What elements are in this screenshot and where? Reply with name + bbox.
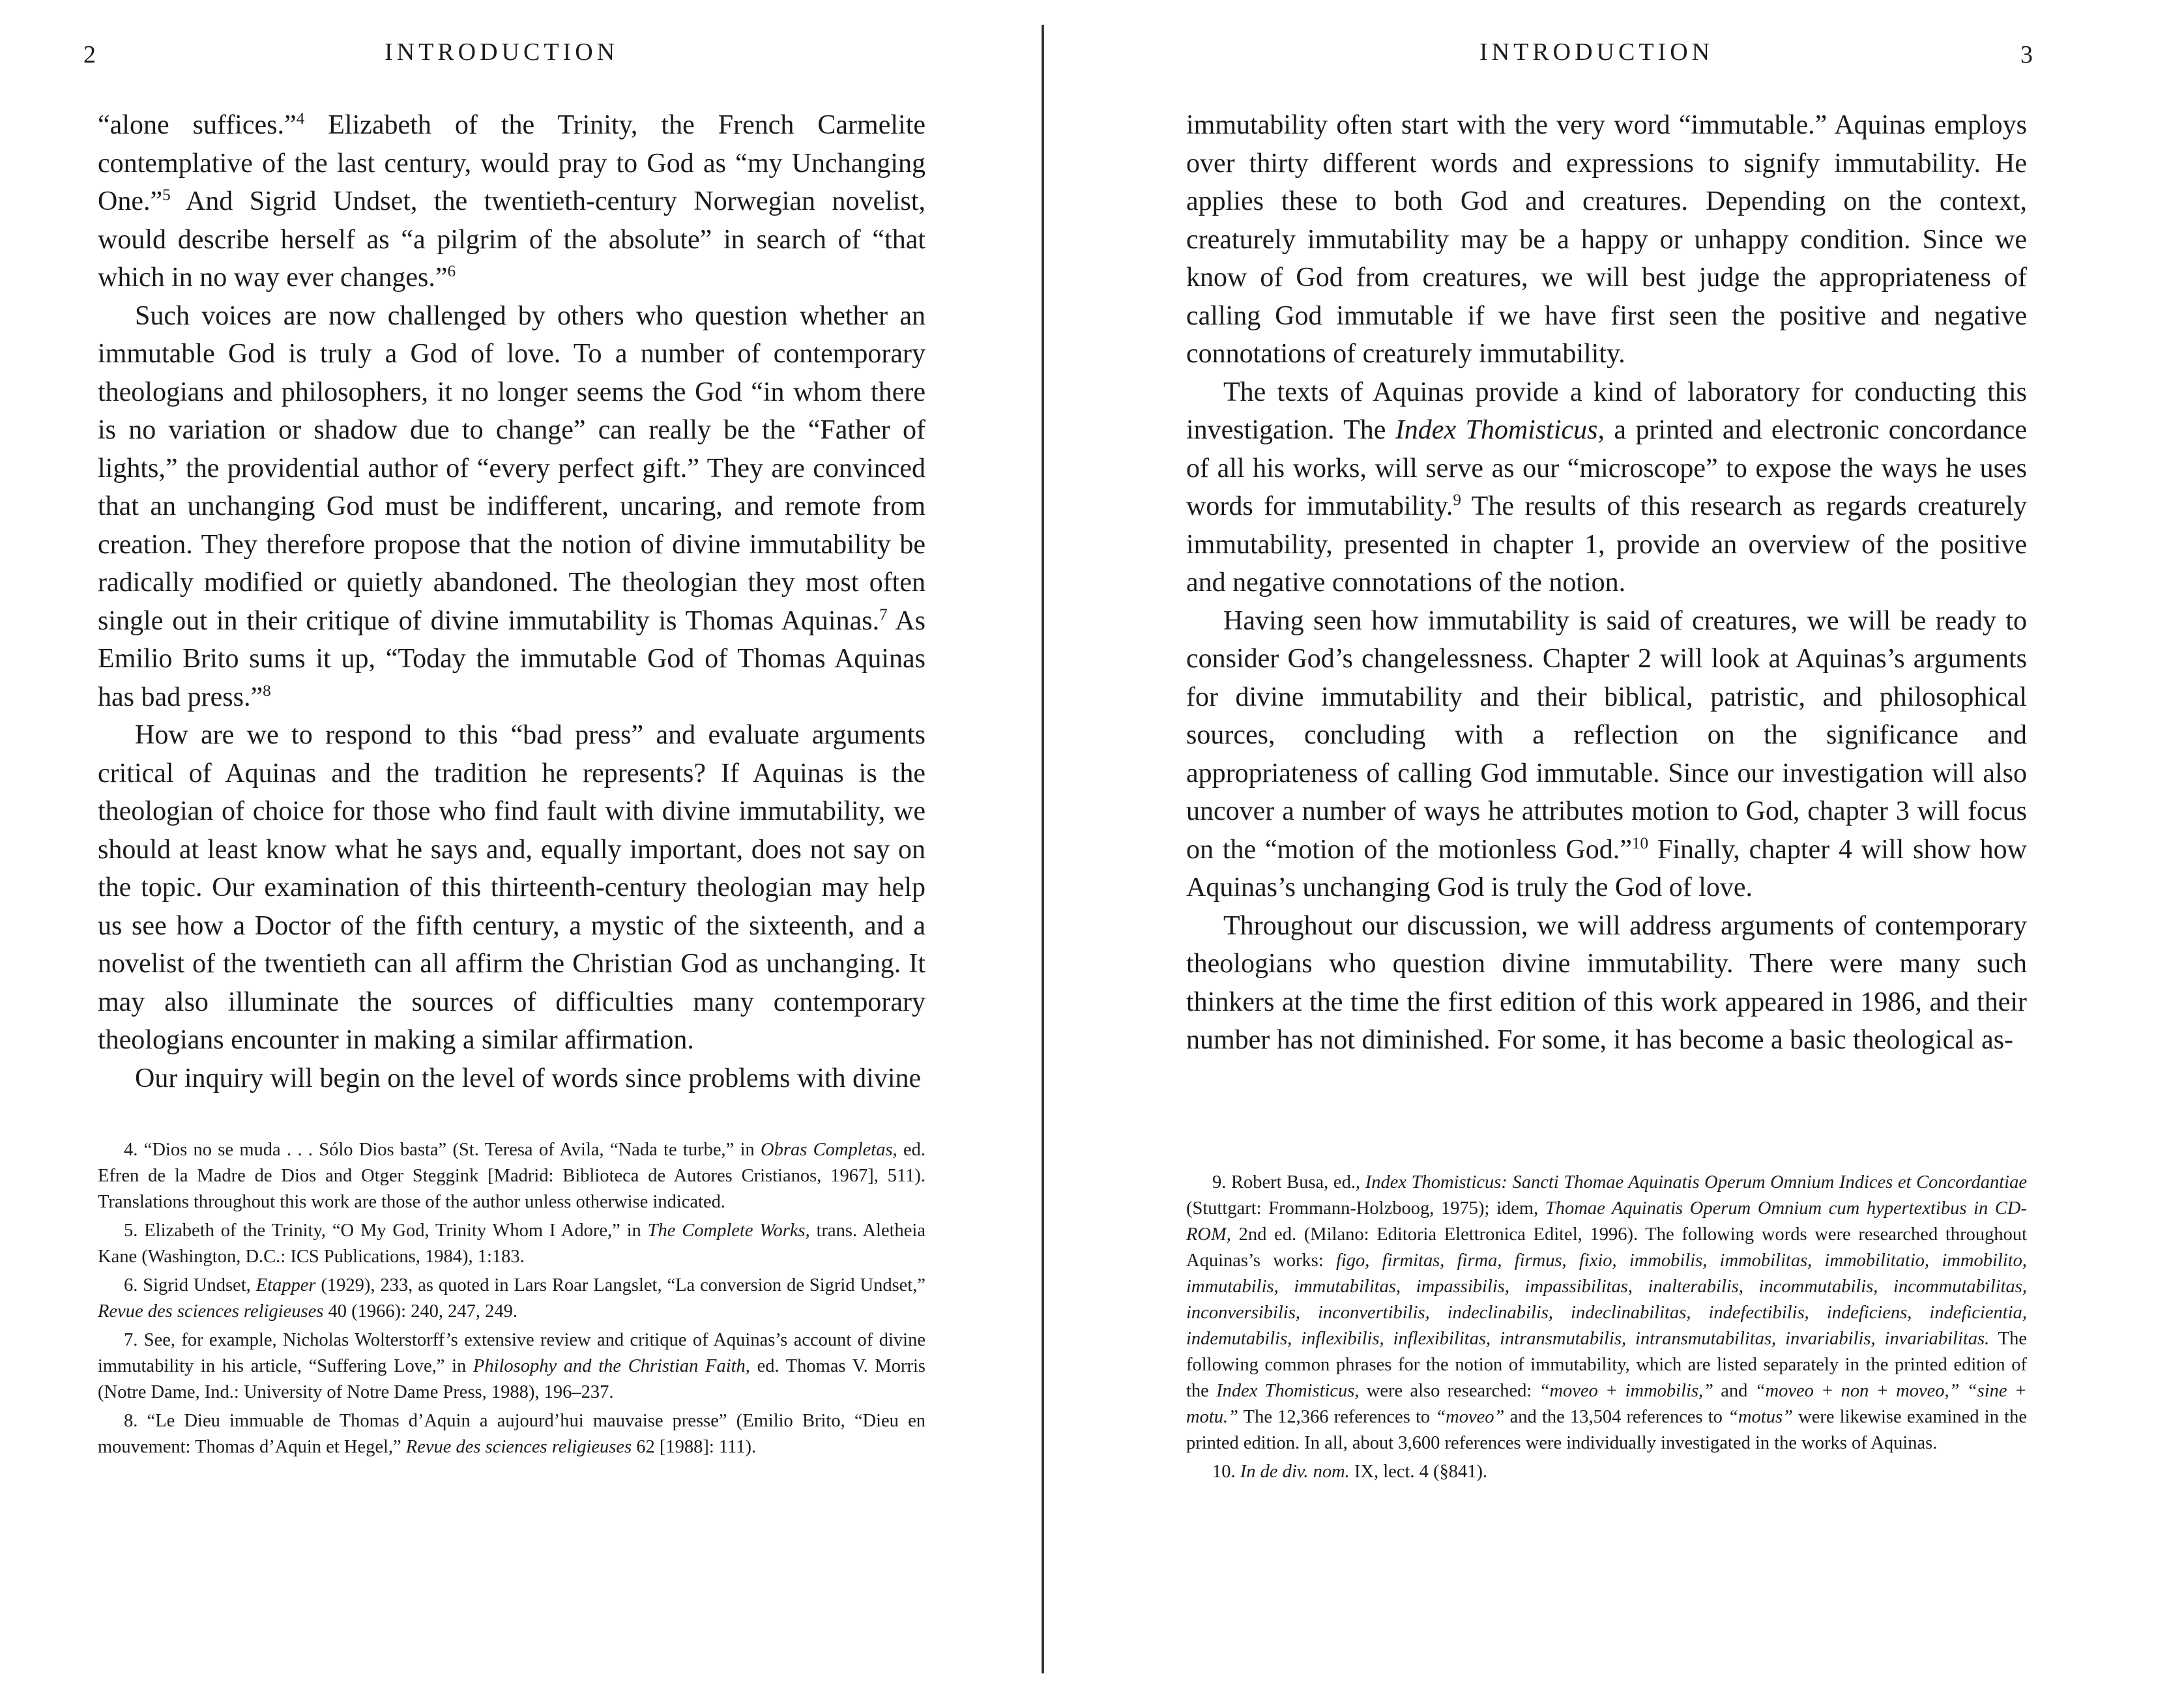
text-run: Elizabeth of the Trinity, the French Carmelite contemplative of the last century, would pray to God as “my Unchanging One.” xyxy=(98,110,926,216)
footnotes-right xyxy=(1186,1170,2027,1488)
text-run: IX, lect. 4 (§841). xyxy=(1349,1462,1488,1482)
page-number-left: 2 xyxy=(83,41,96,68)
footnote-ref: 7 xyxy=(879,605,888,624)
footnotes-left xyxy=(98,1137,925,1463)
text-run: The 12,366 references to xyxy=(1238,1407,1436,1427)
italic-text: Index Thomisticus, xyxy=(1216,1381,1360,1401)
italic-text: Index Thomisticus: Sancti Thomae Aquinatis Operum Omnium Indices et Concordantiae xyxy=(1365,1172,2027,1193)
footnote-ref: 6 xyxy=(447,263,456,280)
text-run: were also researched: xyxy=(1359,1381,1539,1401)
footnote-number: 6. xyxy=(124,1275,138,1295)
text-run: Our inquiry will begin on the level of words since problems with divine xyxy=(135,1063,922,1093)
text-run: (1929), 233, as quoted in Lars Roar Langslet, “La conversion de Sigrid Undset,” xyxy=(315,1275,926,1295)
text-run: a printed and electronic concordance of all his works, will serve as our “microscope” to expose the ways he uses words for immutability. xyxy=(1186,415,2028,521)
text-run: “alone suffices.” xyxy=(98,110,297,140)
text-run: Such voices are now challenged by others who question whether an immutable God is truly a God of love. To a number of contemporary theologians and philosophers, it no longer seems the God “in whom there is no variation or shadow due to change” can really be the “Father of lights,” the providential author of “every perfect gift.” They are convinced that an unchanging God must be indifferent, uncaring, and remote from creation. They therefore propose that the notion of divine immutability be radically modified or quietly abandoned. The theologian they most often single out in their critique of divine immutability is Thomas Aquinas. xyxy=(98,300,925,636)
text-run: The following common phrases for the notion of immutability, which are listed separately in the printed edition of the xyxy=(1186,1329,2027,1401)
body-paragraph xyxy=(98,297,925,717)
footnote xyxy=(98,1218,925,1270)
text-run: trans. Aletheia Kane (Washington, D.C.: ICS Publications, 1984), 1:183. xyxy=(98,1221,925,1267)
italic-text: Obras Completas, xyxy=(761,1140,897,1160)
body-paragraph xyxy=(1186,106,2027,373)
footnote-ref: 4 xyxy=(296,110,305,128)
body-paragraph xyxy=(98,716,925,1060)
footnote-number: 7. xyxy=(124,1330,138,1350)
italic-text: Etapper xyxy=(255,1275,316,1295)
footnote-number: 8. xyxy=(124,1411,138,1431)
footnote-ref: 8 xyxy=(263,682,271,700)
italic-text: figo, firmitas, firma, firmus, fixio, immobilis, immobilitas, immobilitatio, immobilito, immutabilis, immutabilitas, impassibilis, impassibilitas, inalterabilis, incommutabilis, incommutabilitas, inconversibilis, inconvertibilis, indeclinabilis, indeclinabilitas, indefectibilis, indeficiens, indeficientia, indemutabilis, inflexibilis, inflexibilitas, intransmutabilis, intransmutabilitas, invariabilis, invariabilitas. xyxy=(1186,1251,2027,1349)
footnote xyxy=(98,1327,925,1406)
italic-text: “moveo + immobilis,” xyxy=(1539,1381,1713,1401)
body-text-left xyxy=(98,106,925,1097)
running-head-left: INTRODUCTION xyxy=(385,38,619,66)
footnote-number: 5. xyxy=(124,1221,138,1241)
text-run: As Emilio Brito sums it up, “Today the immutable God of Thomas Aquinas has bad press.” xyxy=(98,605,925,712)
text-run: Throughout our discussion, we will address arguments of contemporary theologians who question divine immutability. There were many such thinkers at the time the first edition of this work appeared in 1986, and their number has not diminished. For some, it has become a basic theological as- xyxy=(1186,910,2027,1055)
italic-text: Index Thomisticus, xyxy=(1395,415,1605,445)
text-run: and xyxy=(1713,1381,1755,1401)
body-text-right xyxy=(1186,106,2027,1060)
footnote-number: 4. xyxy=(124,1140,138,1160)
text-run: Having seen how immutability is said of creatures, we will be ready to consider God’s changelessness. Chapter 2 will look at Aquinas’s arguments for divine immutability and their biblical, patristic, and philosophical sources, concluding with a reflection on the significance and appropriateness of calling God immutable. Since our investigation will also uncover a number of ways he attributes motion to God, chapter 3 will focus on the “motion of the motionless God.” xyxy=(1186,605,2027,865)
text-run: Sigrid Undset, xyxy=(138,1275,256,1295)
right-page xyxy=(1049,0,2184,1706)
italic-text: Philosophy and the Christian Faith, xyxy=(473,1356,750,1376)
footnote xyxy=(1186,1170,2027,1456)
text-run: were likewise examined in the printed edition. In all, about 3,600 references were individually investigated in the works of Aquinas. xyxy=(1186,1407,2027,1453)
text-run: immutability often start with the very word “immutable.” Aquinas employs over thirty different words and expressions to signify immutability. He applies these to both God and creatures. Depending on the context, creaturely immutability may be a happy or unhappy condition. Since we know of God from creatures, we will best judge the appropriateness of calling God immutable if we have first seen the positive and negative connotations of creaturely immutability. xyxy=(1186,110,2027,369)
text-run: The texts of Aquinas provide a kind of laboratory for conducting this investigation. The xyxy=(1186,377,2027,445)
body-paragraph xyxy=(1186,373,2027,602)
text-run: The results of this research as regards creaturely immutability, presented in chapter 1, provide an overview of the positive and negative connotations of the notion. xyxy=(1186,491,2027,598)
italic-text: The Complete Works, xyxy=(647,1221,810,1241)
text-run: See, for example, Nicholas Wolterstorff’s extensive review and critique of Aquinas’s account of divine immutability in his article, “Suffering Love,” in xyxy=(98,1330,925,1376)
italic-text: Thomae Aquinatis Operum Omnium cum hypertextibus in CD-ROM, xyxy=(1186,1198,2028,1245)
footnote-ref: 10 xyxy=(1631,834,1649,852)
page-number-right: 3 xyxy=(2020,41,2033,68)
italic-text: Revue des sciences religieuses xyxy=(98,1301,324,1322)
italic-text: Revue des sciences religieuses xyxy=(405,1437,632,1457)
italic-text: “moveo + non + moveo,” “sine + motu.” xyxy=(1186,1381,2027,1427)
text-run: and the 13,504 references to xyxy=(1504,1407,1728,1427)
text-run: 62 [1988]: 111). xyxy=(632,1437,757,1457)
footnote-number: 10. xyxy=(1212,1462,1236,1482)
running-head-right: INTRODUCTION xyxy=(1479,38,1714,66)
text-run: (Stuttgart: Frommann-Holzboog, 1975); idem, xyxy=(1186,1198,1545,1219)
text-run: Robert Busa, ed., xyxy=(1226,1172,1365,1193)
body-paragraph xyxy=(1186,907,2027,1060)
italic-text: In de div. nom. xyxy=(1235,1462,1350,1482)
book-spine xyxy=(1041,25,1044,1673)
footnote-ref: 5 xyxy=(162,186,171,204)
italic-text: “moveo” xyxy=(1435,1407,1505,1427)
body-paragraph xyxy=(98,106,925,297)
text-run: Elizabeth of the Trinity, “O My God, Trinity Whom I Adore,” in xyxy=(138,1221,648,1241)
footnote xyxy=(98,1273,925,1325)
footnote-number: 9. xyxy=(1212,1172,1227,1193)
text-run: 2nd ed. (Milano: Editoria Elettronica Editel, 1996). The following words were researched throughout Aquinas’s works: xyxy=(1186,1224,2027,1271)
text-run: ed. Thomas V. Morris (Notre Dame, Ind.: University of Notre Dame Press, 1988), 196–237. xyxy=(98,1356,925,1402)
body-paragraph xyxy=(98,1060,925,1098)
footnote xyxy=(98,1408,925,1460)
left-page xyxy=(0,0,1043,1706)
footnote-ref: 9 xyxy=(1453,491,1461,509)
text-run: How are we to respond to this “bad press” and evaluate arguments critical of Aquinas and the tradition he represents? If Aquinas is the theologian of choice for those who find fault with divine immutability, we should at least know what he says and, equally important, does not say on the topic. Our examination of this thirteenth-century theologian may help us see how a Doctor of the fifth century, a mystic of the sixteenth, and a novelist of the twentieth can all affirm the Christian God as unchanging. It may also illuminate the sources of difficulties many contemporary theologians encounter in making a similar affirmation. xyxy=(98,720,925,1055)
text-run: “Le Dieu immuable de Thomas d’Aquin a aujourd’hui mauvaise presse” (Emilio Brito, “Dieu en mouvement: Thomas d’Aquin et Hegel,” xyxy=(98,1411,925,1457)
footnote xyxy=(98,1137,925,1215)
italic-text: “motus” xyxy=(1728,1407,1793,1427)
text-run: Finally, chapter 4 will show how Aquinas’s unchanging God is truly the God of love. xyxy=(1186,834,2027,903)
text-run: And Sigrid Undset, the twentieth-century Norwegian novelist, would describe herself as “a pilgrim of the absolute” in search of “that which in no way ever changes.” xyxy=(98,186,925,293)
text-run: 40 (1966): 240, 247, 249. xyxy=(323,1301,517,1322)
body-paragraph xyxy=(1186,602,2027,907)
text-run: “Dios no se muda . . . Sólo Dios basta” (St. Teresa of Avila, “Nada te turbe,” in xyxy=(138,1140,761,1160)
text-run: ed. Efren de la Madre de Dios and Otger Steggink [Madrid: Biblioteca de Autores Cristianos, 1967], 511). Translations throughout this work are those of the author unless otherwise indicated. xyxy=(98,1140,925,1212)
footnote xyxy=(1186,1459,2027,1485)
